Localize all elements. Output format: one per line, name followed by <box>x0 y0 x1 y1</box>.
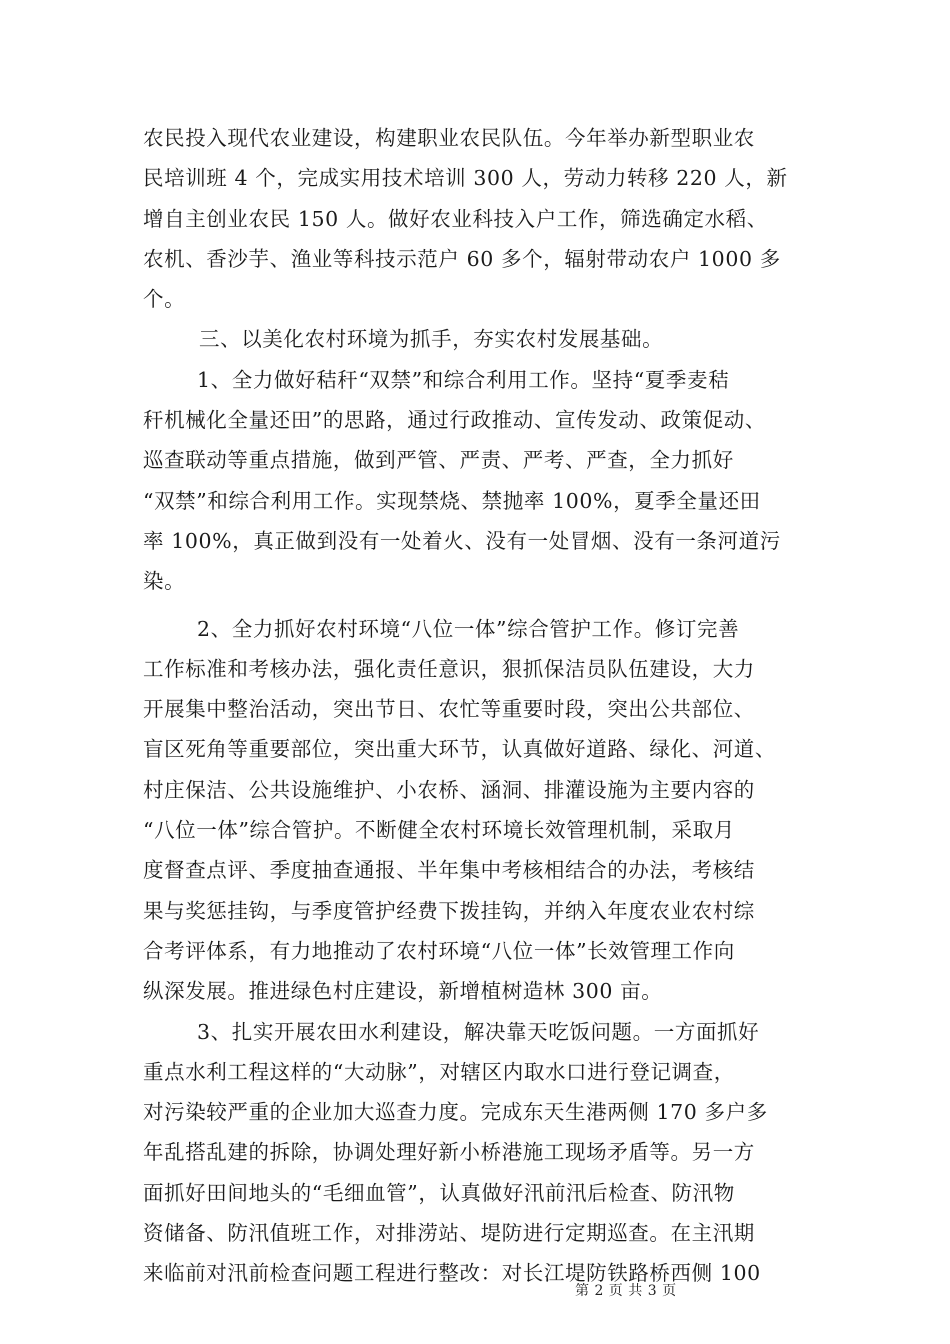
text-line: 来临前对汛前检查问题工程进行整改：对长江堤防铁路桥西侧 100 <box>143 1261 761 1286</box>
text-line: 增自主创业农民 150 人。做好农业科技入户工作，筛选确定水稻、 <box>143 206 768 231</box>
text-line: 秆机械化全量还田”的思路，通过行政推动、宣传发动、政策促动、 <box>143 408 766 433</box>
text-line: “双禁”和综合利用工作。实现禁烧、禁抛率 100%，夏季全量还田 <box>143 488 761 513</box>
text-line: 农机、香沙芋、渔业等科技示范户 60 多个，辐射带动农户 1000 多 <box>143 246 781 271</box>
text-line: 合考评体系，有力地推动了农村环境“八位一体”长效管理工作向 <box>143 938 735 963</box>
text-line: 个。 <box>143 287 186 312</box>
text-line: 民培训班 4 个，完成实用技术培训 300 人，劳动力转移 220 人，新 <box>143 166 788 191</box>
text-line: 重点水利工程这样的“大动脉”，对辖区内取水口进行登记调查， <box>143 1059 735 1084</box>
text-line: 度督查点评、季度抽查通报、半年集中考核相结合的办法，考核结 <box>143 858 755 883</box>
text-line: 面抓好田间地头的“毛细血管”，认真做好汛前汛后检查、防汛物 <box>143 1180 735 1205</box>
text-line: 农民投入现代农业建设，构建职业农民队伍。今年举办新型职业农 <box>143 126 755 150</box>
text-line: 开展集中整治活动，突出节日、农忙等重要时段，突出公共部位、 <box>143 697 755 722</box>
section-heading: 三、以美化农村环境为抓手，夯实农村发展基础。 <box>199 327 664 352</box>
text-line: 资储备、防汛值班工作，对排涝站、堤防进行定期巡查。在主汛期 <box>143 1221 755 1246</box>
paragraph-2 <box>143 360 823 602</box>
text-line: 盲区死角等重要部位，突出重大环节，认真做好道路、绿化、河道、 <box>143 737 776 762</box>
page-number: 第 2 页 共 3 页 <box>575 1283 677 1299</box>
text-line: 3、扎实开展农田水利建设，解决靠天吃饭问题。一方面抓好 <box>197 1019 760 1044</box>
text-line: 巡查联动等重点措施，做到严管、严责、严考、严查，全力抓好 <box>143 448 734 473</box>
text-line: 果与奖惩挂钩，与季度管护经费下拨挂钩，并纳入年度农业农村综 <box>143 898 755 923</box>
text-line: 年乱搭乱建的拆除，协调处理好新小桥港施工现场矛盾等。另一方 <box>143 1140 755 1165</box>
text-line: 率 100%，真正做到没有一处着火、没有一处冒烟、没有一条河道污 <box>143 528 781 553</box>
text-line: 纵深发展。推进绿色村庄建设，新增植树造林 300 亩。 <box>143 979 663 1004</box>
document-page <box>143 118 823 1294</box>
text-line: 村庄保洁、公共设施维护、小农桥、涵洞、排灌设施为主要内容的 <box>143 777 755 802</box>
paragraph-gap <box>143 602 823 609</box>
text-line: 染。 <box>143 569 186 594</box>
text-line: 工作标准和考核办法，强化责任意识，狠抓保洁员队伍建设，大力 <box>143 656 755 681</box>
paragraph-3 <box>143 609 823 1012</box>
paragraph-1 <box>143 118 823 319</box>
text-line: 1、全力做好秸秆“双禁”和综合利用工作。坚持“夏季麦秸 <box>197 367 730 392</box>
text-line: 2、全力抓好农村环境“八位一体”综合管护工作。修订完善 <box>197 616 740 641</box>
paragraph-4 <box>143 1012 823 1294</box>
text-line: “八位一体”综合管护。不断健全农村环境长效管理机制，采取月 <box>143 818 735 843</box>
text-line: 对污染较严重的企业加大巡查力度。完成东天生港两侧 170 多户多 <box>143 1100 768 1125</box>
